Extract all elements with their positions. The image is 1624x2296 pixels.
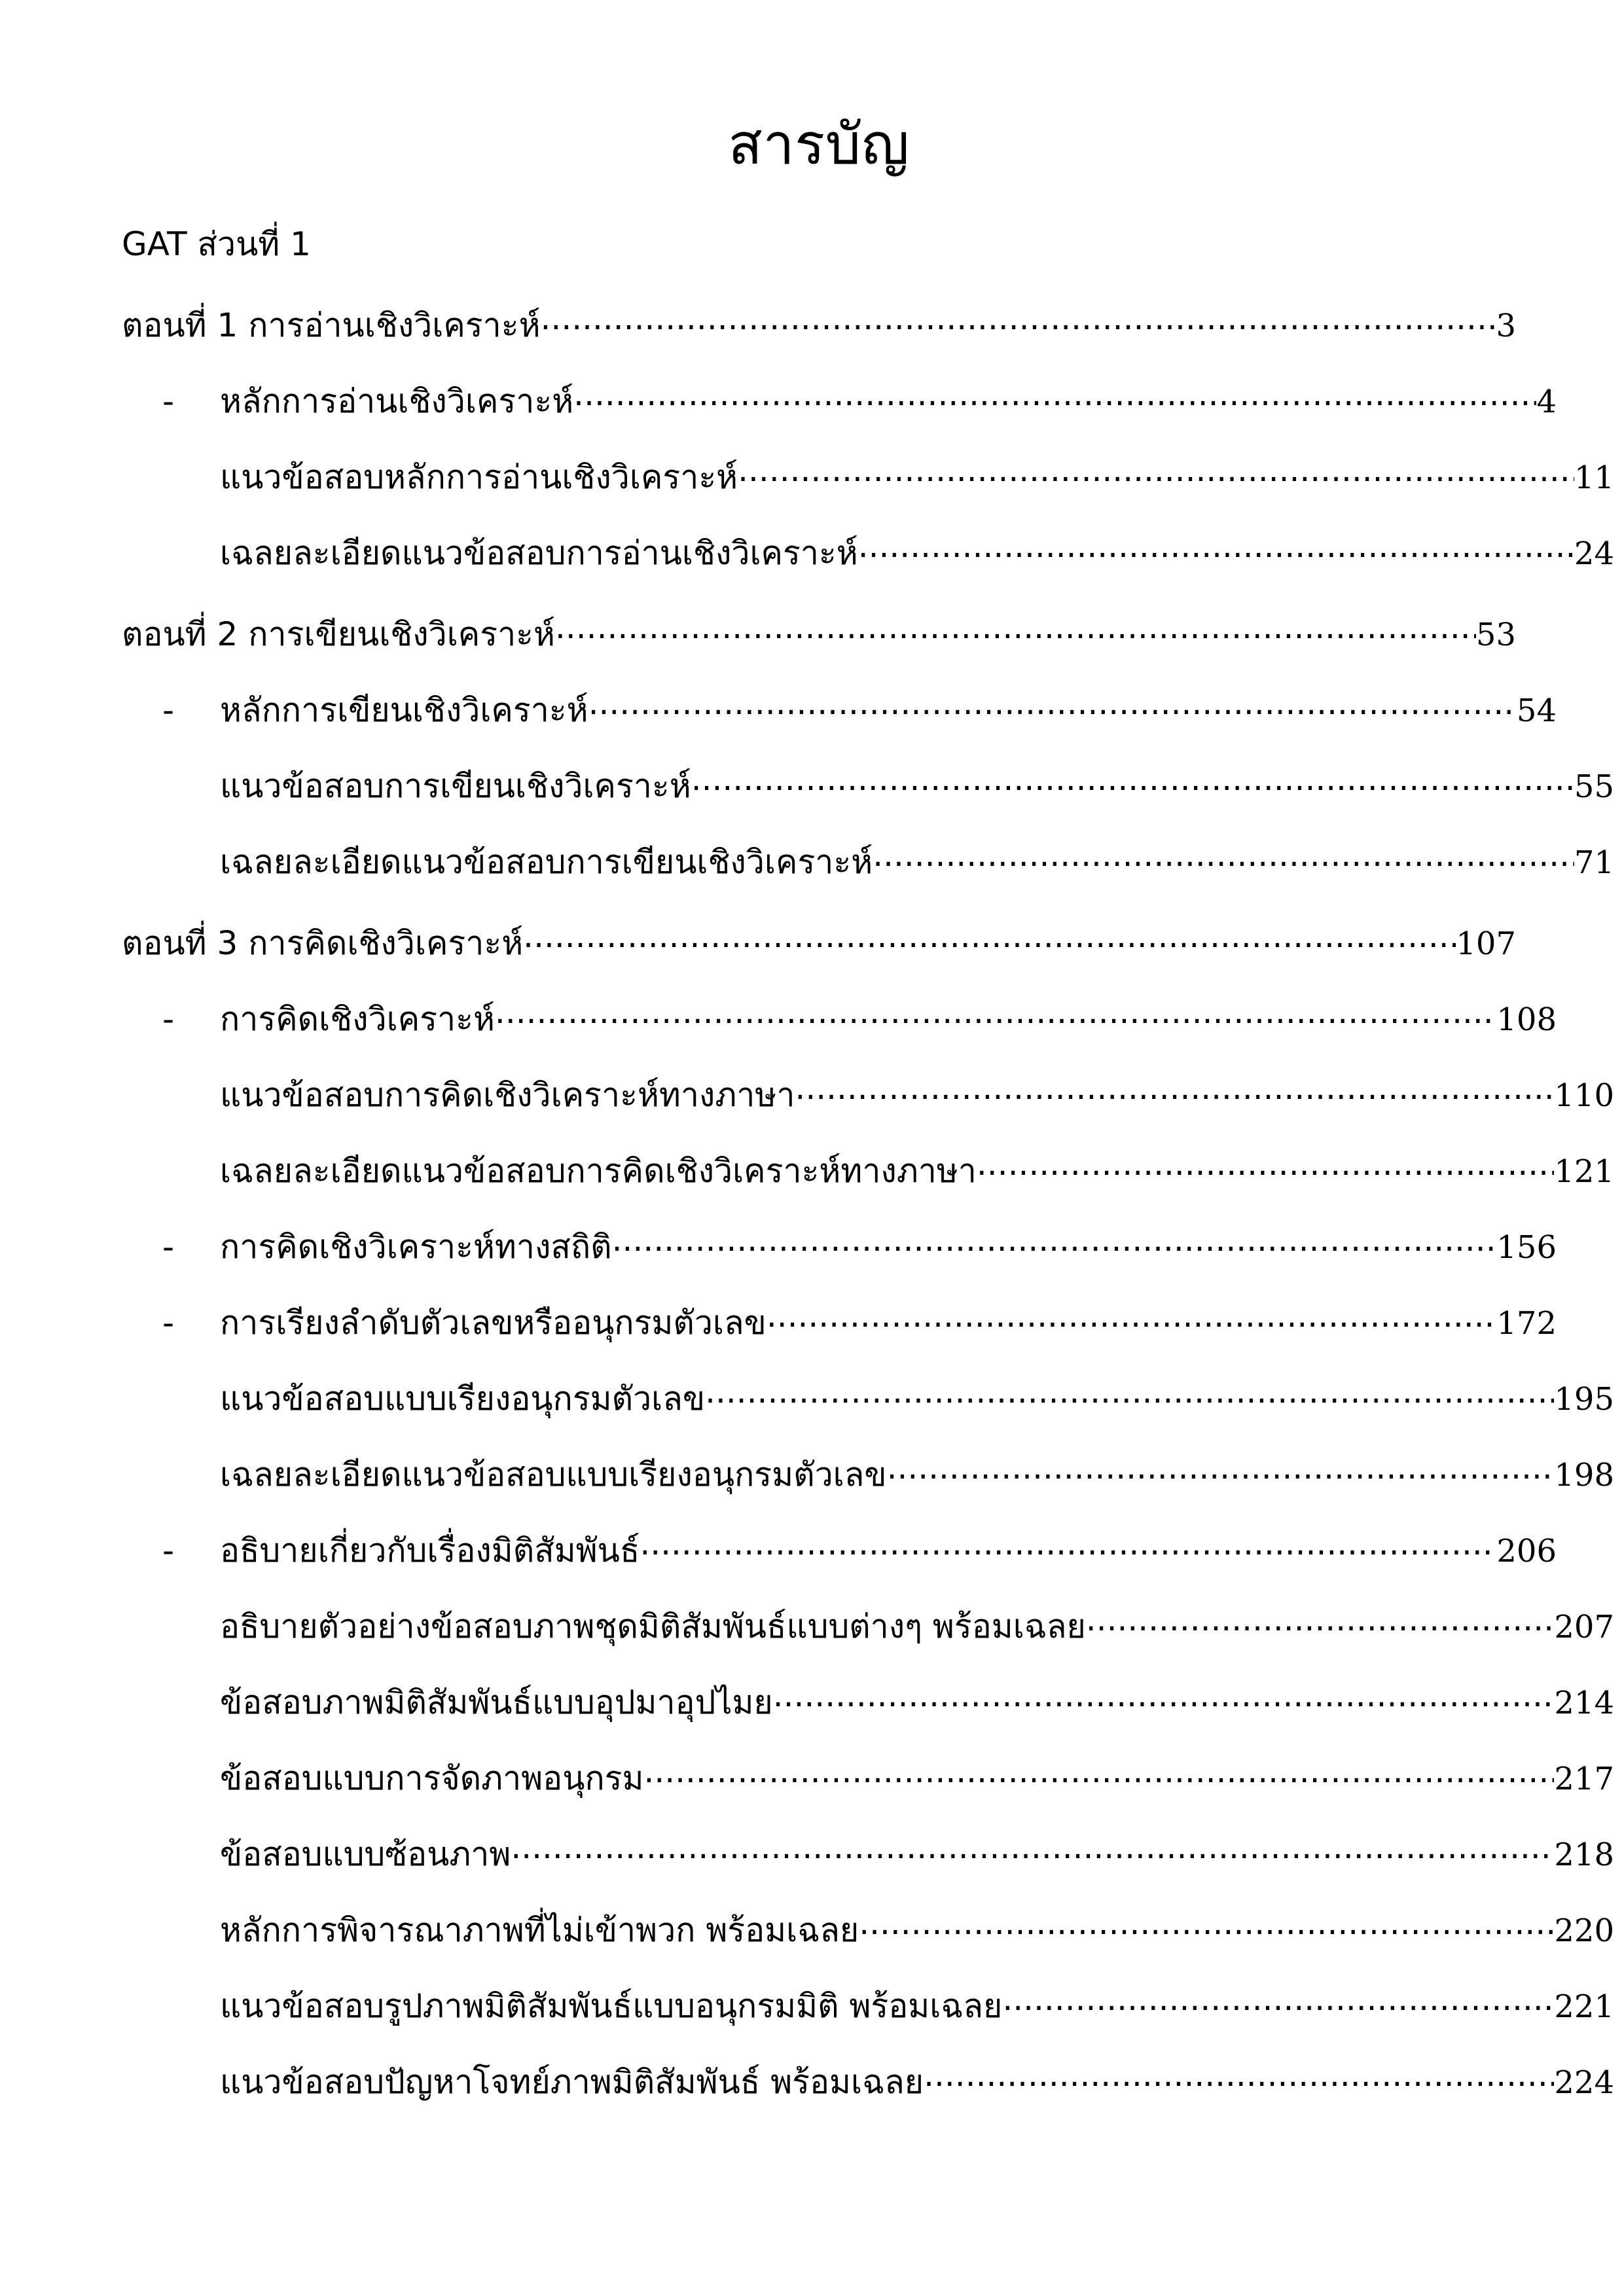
toc-entry-bullet: - — [162, 1228, 175, 1266]
toc-leader-dots — [612, 1225, 1497, 1258]
toc-entry-bullet: - — [162, 382, 175, 420]
toc-leader-dots — [588, 689, 1517, 721]
toc-leader-dots — [873, 840, 1574, 873]
toc-entry-page-number: 108 — [1496, 1001, 1557, 1038]
toc-entry-label: แนวข้อสอบหลักการอ่านเชิงวิเคราะห์ — [220, 458, 738, 496]
toc-entry-bullet: - — [162, 1000, 175, 1038]
toc-leader-dots — [977, 1149, 1554, 1182]
page-content — [122, 0, 1614, 2101]
toc-entry-page-number: 198 — [1554, 1457, 1614, 1494]
toc-entry-page-number: 218 — [1554, 1837, 1614, 1873]
toc-leader-dots — [573, 380, 1536, 412]
toc-entry[interactable] — [122, 1111, 1614, 1190]
toc-entry-page-number: 11 — [1574, 459, 1614, 496]
toc-leader-dots — [643, 1757, 1554, 1789]
toc-entry-page-number: 206 — [1496, 1533, 1557, 1570]
toc-entry-label: หลักการพิจารณาภาพที่ไม่เข้าพวก พร้อมเฉลย — [220, 1911, 859, 1949]
table-of-contents — [122, 260, 1614, 2101]
toc-entry-label: เฉลยละเอียดแนวข้อสอบการอ่านเชิงวิเคราะห์ — [220, 534, 858, 572]
part-heading: GAT ส่วนที่ 1 — [122, 225, 311, 263]
toc-entry-page-number: 3 — [1496, 308, 1516, 344]
toc-entry[interactable] — [122, 418, 1614, 496]
toc-leader-dots — [858, 531, 1574, 564]
toc-entry-label: แนวข้อสอบปัญหาโจทย์ภาพมิติสัมพันธ์ พร้อมเฉลย — [220, 2063, 924, 2101]
toc-leader-dots — [738, 456, 1574, 488]
toc-entry[interactable] — [122, 569, 1516, 651]
toc-entry-page-number: 53 — [1475, 617, 1516, 653]
toc-entry-page-number: 224 — [1554, 2064, 1614, 2101]
toc-entry[interactable] — [122, 802, 1614, 881]
toc-leader-dots — [859, 1909, 1554, 1941]
toc-entry[interactable] — [122, 1567, 1614, 1643]
toc-entry[interactable] — [122, 493, 1614, 572]
toc-entry-page-number: 4 — [1536, 384, 1557, 420]
toc-entry[interactable] — [122, 1491, 1557, 1570]
toc-leader-dots — [924, 2060, 1554, 2093]
toc-leader-dots — [555, 613, 1476, 645]
toc-entry-label: ตอนที่ 1 การอ่านเชิงวิเคราะห์ — [122, 306, 541, 344]
toc-entry[interactable] — [122, 1946, 1614, 2025]
toc-entry-label: ข้อสอบแบบซ้อนภาพ — [220, 1835, 511, 1873]
toc-leader-dots — [523, 922, 1456, 954]
toc-entry-label: เฉลยละเอียดแนวข้อสอบแบบเรียงอนุกรมตัวเลข — [220, 1456, 887, 1494]
toc-entry-page-number: 55 — [1574, 768, 1614, 805]
toc-entry-label: แนวข้อสอบแบบเรียงอนุกรมตัวเลข — [220, 1380, 706, 1418]
toc-entry-page-number: 110 — [1554, 1077, 1614, 1114]
toc-entry-label: แนวข้อสอบการเขียนเชิงวิเคราะห์ — [220, 767, 691, 805]
toc-entry[interactable] — [122, 1871, 1614, 1949]
toc-entry-label: หลักการเขียนเชิงวิเคราะห์ — [220, 691, 588, 729]
toc-entry[interactable] — [122, 1643, 1614, 1719]
toc-entry-bullet: - — [162, 1304, 175, 1342]
toc-entry-label: แนวข้อสอบรูปภาพมิติสัมพันธ์แบบอนุกรมมิติ พร้อมเฉลย — [220, 1987, 1003, 2025]
toc-entry-label: ตอนที่ 3 การคิดเชิงวิเคราะห์ — [122, 924, 524, 962]
toc-entry[interactable] — [122, 1339, 1614, 1418]
toc-entry-label: เฉลยละเอียดแนวข้อสอบการเขียนเชิงวิเคราะห์ — [220, 843, 873, 881]
toc-entry-page-number: 172 — [1496, 1305, 1557, 1342]
toc-entry[interactable] — [122, 1187, 1557, 1266]
toc-entry-label: การคิดเชิงวิเคราะห์ — [220, 1000, 495, 1038]
toc-entry-page-number: 214 — [1554, 1685, 1614, 1721]
toc-entry-label: แนวข้อสอบการคิดเชิงวิเคราะห์ทางภาษา — [220, 1076, 795, 1114]
page-title: สารบัญ — [728, 112, 910, 177]
toc-entry-label: ข้อสอบภาพมิติสัมพันธ์แบบอุปมาอุปไมย — [220, 1683, 773, 1721]
toc-entry-page-number: 220 — [1554, 1912, 1614, 1949]
toc-entry-label: การเรียงลำดับตัวเลขหรืออนุกรมตัวเลข — [220, 1304, 767, 1342]
toc-entry-label: การคิดเชิงวิเคราะห์ทางสถิติ — [220, 1228, 612, 1266]
toc-leader-dots — [640, 1529, 1496, 1562]
toc-leader-dots — [691, 764, 1574, 797]
toc-entry[interactable] — [122, 651, 1557, 729]
toc-entry[interactable] — [122, 342, 1557, 418]
toc-entry-bullet: - — [162, 691, 175, 729]
toc-entry[interactable] — [122, 960, 1557, 1038]
toc-leader-dots — [495, 997, 1496, 1030]
toc-leader-dots — [1086, 1605, 1555, 1638]
toc-entry-page-number: 71 — [1574, 844, 1614, 881]
toc-leader-dots — [511, 1833, 1554, 1865]
toc-entry-page-number: 207 — [1554, 1609, 1614, 1645]
toc-entry-label: อธิบายเกี่ยวกับเรื่องมิติสัมพันธ์ — [220, 1532, 640, 1570]
toc-entry-page-number: 121 — [1554, 1153, 1614, 1190]
toc-entry-label: อธิบายตัวอย่างข้อสอบภาพชุดมิติสัมพันธ์แบบต่างๆ พร้อมเฉลย — [220, 1607, 1086, 1645]
toc-entry[interactable] — [122, 260, 1516, 342]
toc-entry-page-number: 221 — [1554, 1988, 1614, 2025]
toc-entry[interactable] — [122, 1035, 1614, 1114]
toc-leader-dots — [1002, 1984, 1554, 2017]
toc-entry-page-number: 107 — [1456, 925, 1516, 962]
toc-entry-page-number: 217 — [1554, 1761, 1614, 1797]
toc-entry-label: เฉลยละเอียดแนวข้อสอบการคิดเชิงวิเคราะห์ทางภาษา — [220, 1152, 977, 1190]
toc-leader-dots — [773, 1681, 1555, 1713]
toc-entry-page-number: 24 — [1574, 535, 1614, 572]
toc-leader-dots — [887, 1453, 1555, 1486]
toc-entry[interactable] — [122, 2022, 1614, 2101]
toc-entry[interactable] — [122, 1719, 1614, 1795]
toc-entry-page-number: 156 — [1496, 1229, 1557, 1266]
toc-leader-dots — [705, 1377, 1554, 1410]
toc-entry[interactable] — [122, 878, 1516, 960]
toc-entry-label: ข้อสอบแบบการจัดภาพอนุกรม — [220, 1759, 644, 1797]
toc-entry[interactable] — [122, 1415, 1614, 1494]
toc-entry-page-number: 54 — [1516, 692, 1557, 729]
toc-entry[interactable] — [122, 1795, 1614, 1871]
toc-entry[interactable] — [122, 726, 1614, 805]
toc-entry-label: หลักการอ่านเชิงวิเคราะห์ — [220, 382, 574, 420]
toc-entry-label: ตอนที่ 2 การเขียนเชิงวิเคราะห์ — [122, 615, 555, 653]
toc-entry-page-number: 195 — [1554, 1381, 1614, 1418]
toc-leader-dots — [767, 1301, 1497, 1334]
toc-leader-dots — [795, 1073, 1554, 1106]
toc-leader-dots — [541, 304, 1496, 336]
toc-entry-bullet: - — [162, 1532, 175, 1570]
toc-entry[interactable] — [122, 1263, 1557, 1342]
